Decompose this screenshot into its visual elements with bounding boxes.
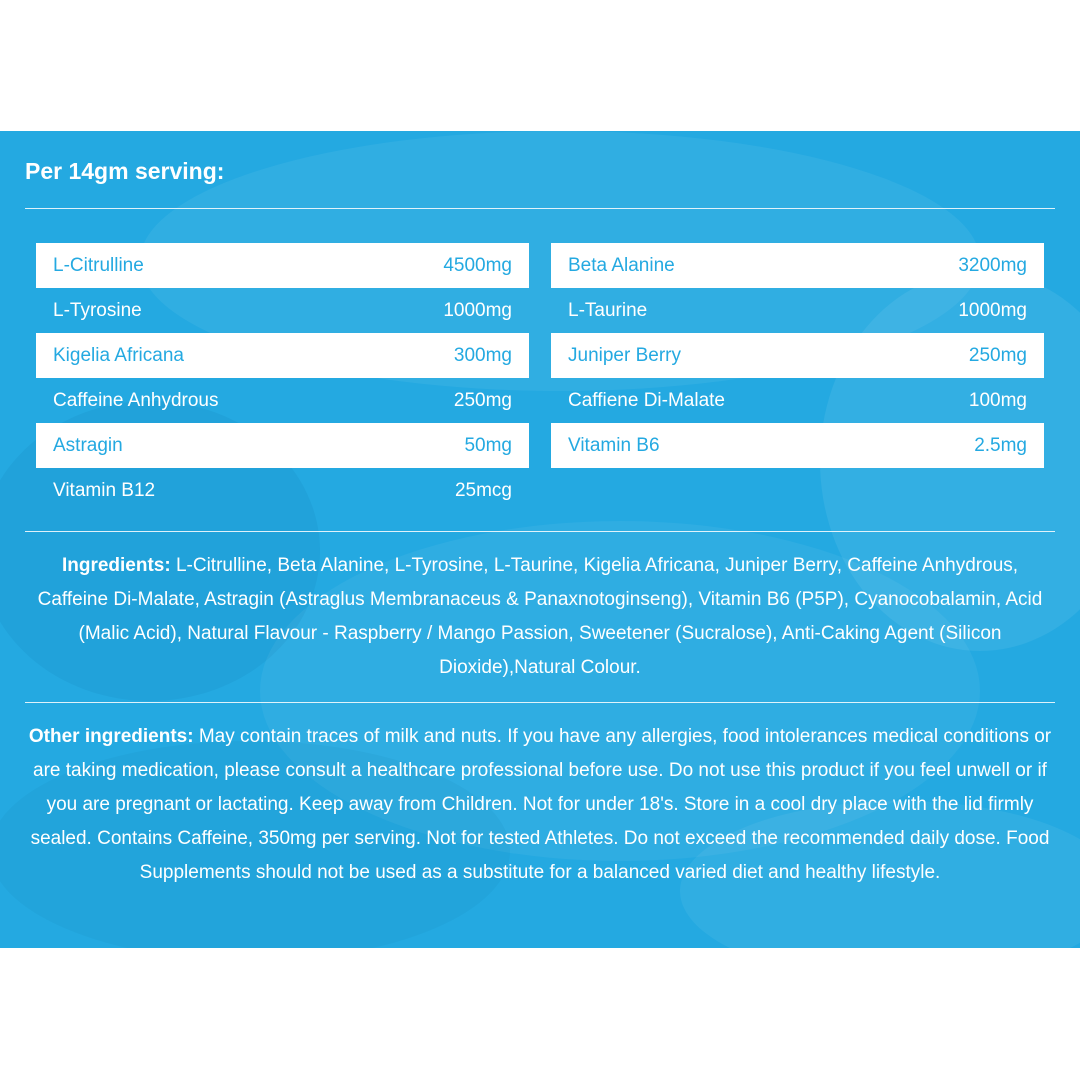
other-ingredients-paragraph — [25, 720, 1055, 890]
nutrient-amount: 100mg — [968, 389, 1027, 411]
nutrient-name: Astragin — [53, 434, 123, 456]
nutrient-amount: 25mcg — [454, 479, 512, 501]
nutrient-amount: 300mg — [453, 344, 512, 366]
nutrient-amount: 2.5mg — [974, 434, 1027, 456]
nutrient-row — [551, 288, 1044, 333]
supplement-facts-panel — [0, 131, 1080, 948]
other-ingredients-text: May contain traces of milk and nuts. If you have any allergies, food intolerances medical conditions or are taking medication, please consult a healthcare professional before use. Do not use this product if you feel unwell or if you are pregnant or lactating. Keep away from Children. Not for under 18's. Store in a cool dry place with the lid firmly sealed. Contains Caffeine, 350mg per serving. Not for tested Athletes. Do not exceed the recommended daily dose. Food Supplements should not be used as a substitute for a balanced varied diet and healthy lifestyle. — [30, 726, 1052, 883]
nutrient-row — [551, 423, 1044, 468]
nutrient-row — [36, 423, 529, 468]
nutrient-name: Caffeine Anhydrous — [53, 389, 219, 411]
nutrient-column-right — [551, 243, 1044, 468]
divider-bottom — [25, 702, 1055, 703]
nutrient-amount: 250mg — [968, 344, 1027, 366]
nutrient-name: Juniper Berry — [568, 344, 681, 366]
nutrient-name: L-Tyrosine — [53, 299, 142, 321]
nutrient-amount: 50mg — [464, 434, 512, 456]
nutrient-row — [36, 333, 529, 378]
nutrient-amount: 4500mg — [443, 254, 512, 276]
serving-title: Per 14gm serving: — [25, 158, 225, 184]
nutrient-row — [551, 378, 1044, 423]
nutrient-name: Kigelia Africana — [53, 344, 184, 366]
nutrient-row — [551, 243, 1044, 288]
nutrient-column-left — [36, 243, 529, 513]
nutrient-row — [36, 378, 529, 423]
nutrient-amount: 1000mg — [443, 299, 512, 321]
ingredients-label: Ingredients: — [61, 555, 171, 576]
nutrient-name: L-Taurine — [568, 299, 648, 321]
ingredients-text: L-Citrulline, Beta Alanine, L-Tyrosine, L-Taurine, Kigelia Africana, Juniper Berry, Caffeine Anhydrous, Caffeine Di-Malate, Astragin (Astraglus Membranaceus & Panaxnotoginseng), Vitamin B6 (P5P), Cyanocobalamin, Acid (Malic Acid), Natural Flavour - Raspberry / Mango Passion, Sweetener (Sucralose), Anti-Caking Agent (Silicon Dioxide),Natural Colour. — [37, 555, 1043, 678]
nutrient-row — [36, 288, 529, 333]
nutrient-name: Vitamin B12 — [53, 479, 156, 501]
nutrient-row — [551, 333, 1044, 378]
nutrient-name: Beta Alanine — [568, 254, 675, 276]
other-ingredients-label: Other ingredients: — [28, 726, 194, 747]
nutrient-amount: 1000mg — [958, 299, 1027, 321]
nutrient-name: Caffiene Di-Malate — [568, 389, 726, 411]
nutrient-row — [36, 468, 529, 513]
nutrient-name: Vitamin B6 — [568, 434, 660, 456]
nutrient-amount: 3200mg — [958, 254, 1027, 276]
divider-top — [25, 208, 1055, 209]
nutrient-row — [36, 243, 529, 288]
ingredients-paragraph — [25, 549, 1055, 685]
nutrient-amount: 250mg — [453, 389, 512, 411]
nutrient-name: L-Citrulline — [53, 254, 144, 276]
divider-middle — [25, 531, 1055, 532]
